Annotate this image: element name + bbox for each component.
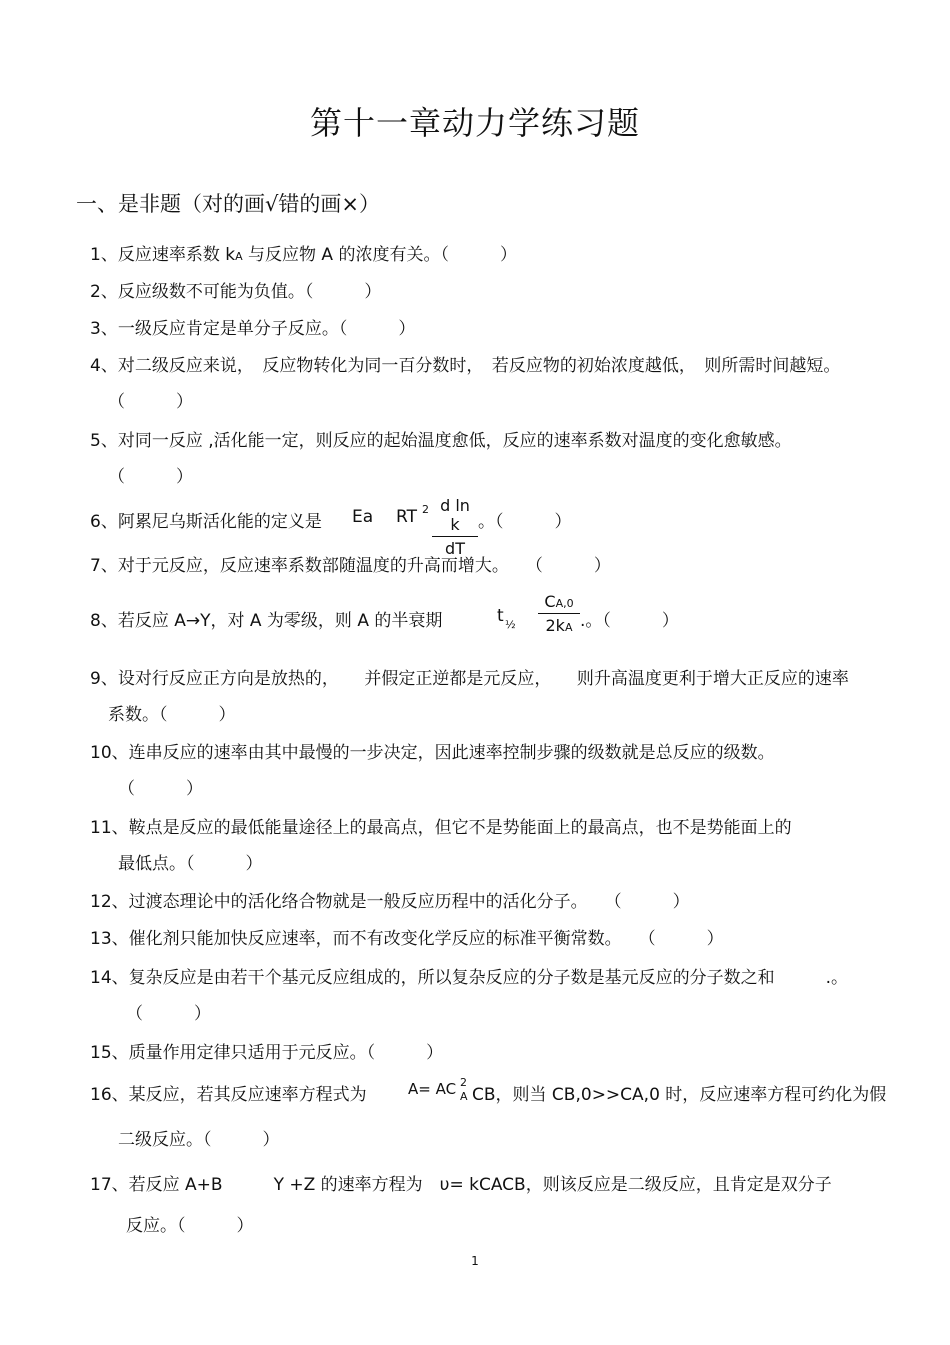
question-17-continued: 反应。（ ） bbox=[126, 1216, 254, 1236]
question-8-half: ½ bbox=[505, 618, 516, 631]
question-16-text: 16、某反应，若其反应速率方程式为 bbox=[90, 1085, 384, 1105]
question-2: 2、反应级数不可能为负值。（ ） bbox=[90, 282, 382, 302]
question-4: 4、对二级反应来说， 反应物转化为同一百分数时， 若反应物的初始浓度越低， 则所需时间越短。 bbox=[90, 356, 841, 376]
question-1 bbox=[90, 240, 517, 265]
question-8-numerator-c: C bbox=[544, 592, 556, 611]
question-11: 11、鞍点是反应的最低能量途径上的最高点，但它不是势能面上的最高点，也不是势能面上的 bbox=[90, 818, 792, 838]
question-17: 17、若反应 A+B Y +Z 的速率方程为 υ= kCACB，则该反应是二级反应，且肯定是双分子 bbox=[90, 1175, 832, 1195]
question-6-fraction bbox=[432, 496, 478, 558]
question-8-denominator-k: 2k bbox=[545, 616, 565, 635]
section-heading: 一、是非题（对的画√错的画×） bbox=[76, 192, 380, 216]
question-16-subscript: A bbox=[460, 1090, 468, 1103]
question-1-subscript: A bbox=[235, 250, 243, 263]
question-8-denominator-sub: A bbox=[564, 621, 573, 634]
question-14-answer: （ ） bbox=[126, 1004, 211, 1024]
question-4-answer: （ ） bbox=[108, 392, 193, 412]
fraction-bar bbox=[432, 536, 478, 537]
question-6-tail: 。（ ） bbox=[478, 512, 572, 532]
question-12: 12、过渡态理论中的活化络合物就是一般反应历程中的活化分子。 （ ） bbox=[90, 892, 690, 912]
question-10: 10、连串反应的速率由其中最慢的一步决定，因此速率控制步骤的级数就是总反应的级数。 bbox=[90, 743, 775, 763]
question-16-rest: CB，则当 CB,0>>CA,0 时，反应速率方程可约化为假 bbox=[472, 1085, 887, 1105]
question-1-rest: 与反应物 A 的浓度有关。（ ） bbox=[242, 245, 517, 265]
question-6-denominator: dT bbox=[445, 539, 465, 558]
question-6-text: 6、阿累尼乌斯活化能的定义是 bbox=[90, 512, 322, 532]
question-14: 14、复杂反应是由若干个基元反应组成的，所以复杂反应的分子数是基元反应的分子数之和 .。 bbox=[90, 968, 849, 988]
question-9-continued: 系数。（ ） bbox=[108, 705, 236, 725]
question-8-fraction bbox=[538, 592, 580, 635]
question-16-superscript: 2 bbox=[460, 1076, 467, 1089]
question-6-ea: Ea bbox=[352, 507, 374, 527]
question-11-continued: 最低点。（ ） bbox=[118, 854, 263, 874]
question-5-answer: （ ） bbox=[108, 467, 193, 487]
question-16-continued: 二级反应。（ ） bbox=[118, 1130, 280, 1150]
question-13: 13、催化剂只能加快反应速率，而不有改变化学反应的标准平衡常数。 （ ） bbox=[90, 929, 724, 949]
question-15: 15、质量作用定律只适用于元反应。（ ） bbox=[90, 1043, 444, 1063]
question-8-text: 8、若反应 A→Y，对 A 为零级，则 A 的半衰期 bbox=[90, 611, 443, 631]
question-6-numerator: d ln k bbox=[440, 496, 470, 534]
question-5: 5、对同一反应 ,活化能一定，则反应的起始温度愈低，反应的速率系数对温度的变化愈敏感。 bbox=[90, 431, 792, 451]
question-8-numerator bbox=[538, 592, 580, 611]
page-title: 第十一章动力学练习题 bbox=[309, 104, 640, 142]
question-8-denominator bbox=[538, 616, 580, 635]
fraction-bar bbox=[538, 613, 580, 614]
question-9: 9、设对行反应正方向是放热的， 并假定正逆都是元反应， 则升高温度更利于增大正反应的速率 bbox=[90, 669, 849, 689]
question-8-numerator-sub: A,0 bbox=[555, 597, 574, 610]
question-6-rt: RT bbox=[396, 507, 417, 527]
page-number: 1 bbox=[471, 1254, 479, 1268]
question-3: 3、一级反应肯定是单分子反应。（ ） bbox=[90, 319, 416, 339]
question-8-t: t bbox=[497, 606, 504, 626]
question-1-text: 1、反应速率系数 k bbox=[90, 245, 236, 265]
question-10-answer: （ ） bbox=[118, 779, 203, 799]
question-8-tail: .。（ ） bbox=[580, 611, 679, 631]
question-6-superscript: 2 bbox=[422, 503, 429, 516]
question-7: 7、对于元反应，反应速率系数部随温度的升高而增大。 （ ） bbox=[90, 556, 611, 576]
question-16-equation: A= AC bbox=[408, 1080, 457, 1098]
